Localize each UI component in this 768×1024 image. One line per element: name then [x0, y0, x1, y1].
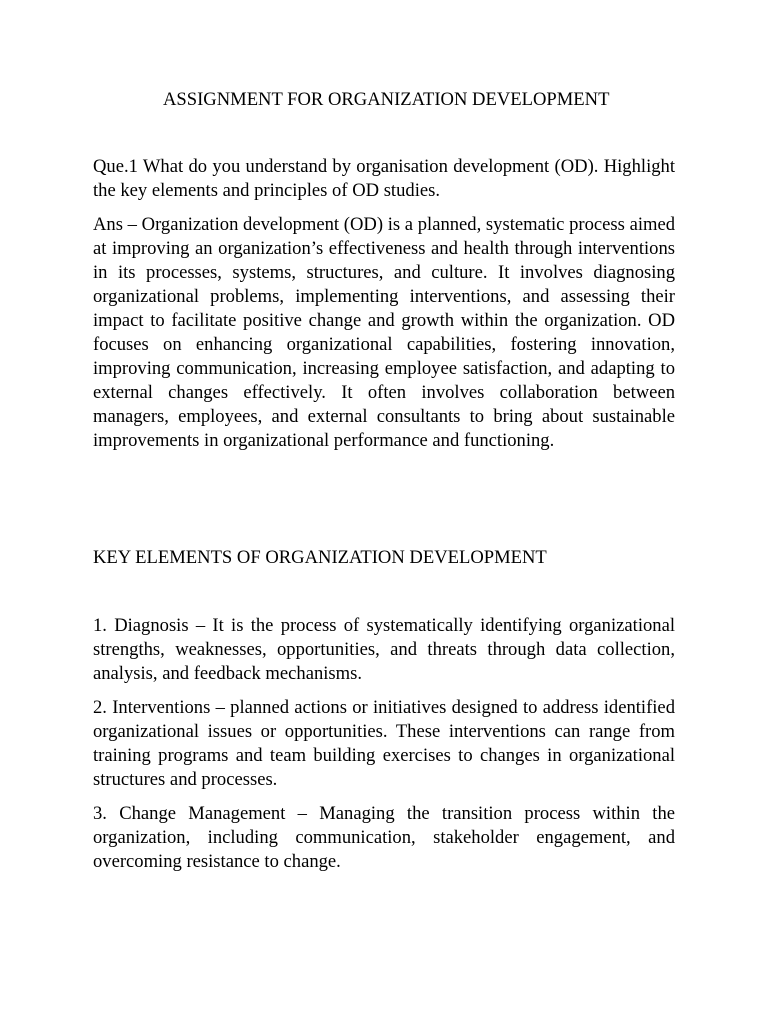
element-interventions: 2. Interventions – planned actions or initiatives designed to address identified organizational issues or opportunities. These interventions can range from training programs and team building exercises to changes in organizational structures and processes.: [93, 697, 675, 790]
question-1: Que.1 What do you understand by organisation development (OD). Highlight the key elements and principles of OD studies.: [93, 156, 675, 201]
element-diagnosis: 1. Diagnosis – It is the process of systematically identifying organizational strengths, weaknesses, opportunities, and threats through data collection, analysis, and feedback mechanisms.: [93, 615, 675, 684]
answer-1: Ans – Organization development (OD) is a planned, systematic process aimed at improving an organization’s effectiveness and health through interventions in its processes, systems, structures, and culture. It involves diagnosing organizational problems, implementing interventions, and assessing their impact to facilitate positive change and growth within the organization. OD focuses on enhancing organizational capabilities, fostering innovation, improving communication, increasing employee satisfaction, and adapting to external changes effectively. It often involves collaboration between managers, employees, and external consultants to bring about sustainable improvements in organizational performance and functioning.: [93, 214, 675, 451]
document-title: ASSIGNMENT FOR ORGANIZATION DEVELOPMENT: [163, 89, 610, 110]
key-elements-heading: KEY ELEMENTS OF ORGANIZATION DEVELOPMENT: [93, 547, 547, 568]
element-change-management: 3. Change Management – Managing the transition process within the organization, including communication, stakeholder engagement, and overcoming resistance to change.: [93, 803, 675, 872]
